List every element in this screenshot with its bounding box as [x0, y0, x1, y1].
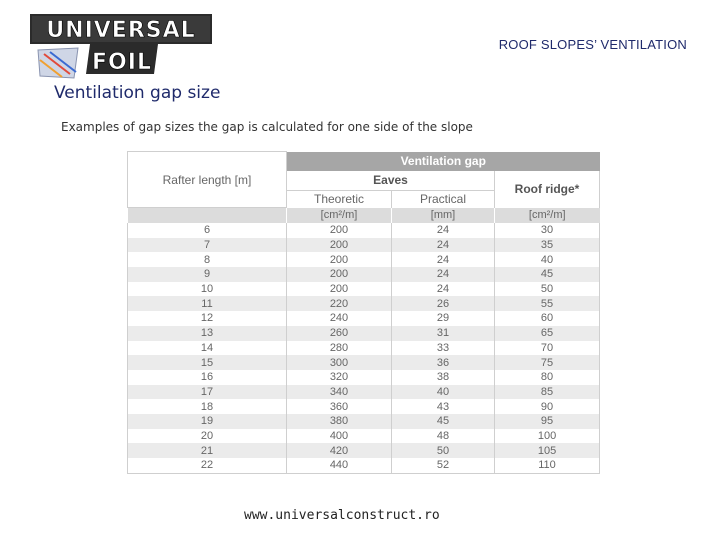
table-cell: 200 — [287, 252, 392, 267]
table-cell: 24 — [392, 267, 495, 282]
table-cell: 380 — [287, 414, 392, 429]
table-cell: 21 — [128, 443, 287, 458]
table-cell: 16 — [128, 370, 287, 385]
table-cell: 18 — [128, 399, 287, 414]
unit-cell — [128, 208, 287, 224]
table-cell: 11 — [128, 296, 287, 311]
table-row — [128, 252, 600, 267]
page-subtitle: Examples of gap sizes the gap is calculated for one side of the slope — [61, 120, 473, 134]
table-cell: 35 — [495, 238, 600, 253]
universal-foil-logo — [30, 14, 212, 80]
table-cell: 22 — [128, 458, 287, 473]
table-cell: 80 — [495, 370, 600, 385]
table-cell: 43 — [392, 399, 495, 414]
table-cell: 340 — [287, 385, 392, 400]
table-row — [128, 326, 600, 341]
table-cell: 38 — [392, 370, 495, 385]
table-cell: 55 — [495, 296, 600, 311]
section-title: ROOF SLOPES’ VENTILATION — [498, 37, 687, 52]
page-title: Ventilation gap size — [54, 83, 221, 103]
table-cell: 15 — [128, 355, 287, 370]
table-cell: 240 — [287, 311, 392, 326]
table-cell: 75 — [495, 355, 600, 370]
table-cell: 6 — [128, 223, 287, 238]
table-cell: 50 — [495, 282, 600, 297]
table-cell: 45 — [392, 414, 495, 429]
table-cell: 65 — [495, 326, 600, 341]
table-cell: 220 — [287, 296, 392, 311]
table-cell: 30 — [495, 223, 600, 238]
table-cell: 70 — [495, 341, 600, 356]
table-row — [128, 414, 600, 429]
table-cell: 200 — [287, 282, 392, 297]
table-cell: 440 — [287, 458, 392, 473]
table-cell: 52 — [392, 458, 495, 473]
table-row — [128, 341, 600, 356]
table-row — [128, 458, 600, 473]
table-cell: 36 — [392, 355, 495, 370]
table-cell: 40 — [495, 252, 600, 267]
table-cell: 320 — [287, 370, 392, 385]
table-cell: 12 — [128, 311, 287, 326]
table-cell: 13 — [128, 326, 287, 341]
unit-cell: [cm²/m] — [495, 208, 600, 224]
table-cell: 420 — [287, 443, 392, 458]
logo-line1: UNIVERSAL — [46, 18, 196, 43]
unit-cell: [cm²/m] — [287, 208, 392, 224]
table-cell: 48 — [392, 429, 495, 444]
table-cell: 360 — [287, 399, 392, 414]
table-cell: 24 — [392, 282, 495, 297]
table-row — [128, 296, 600, 311]
table-cell: 280 — [287, 341, 392, 356]
rafter-length-header: Rafter length [m] — [128, 152, 287, 208]
table-cell: 40 — [392, 385, 495, 400]
table-row — [128, 399, 600, 414]
foil-roll-icon — [38, 48, 78, 78]
table-cell: 95 — [495, 414, 600, 429]
table-cell: 20 — [128, 429, 287, 444]
table-cell: 7 — [128, 238, 287, 253]
table-row — [128, 429, 600, 444]
table-cell: 31 — [392, 326, 495, 341]
table-row — [128, 282, 600, 297]
practical-header: Practical — [392, 190, 495, 208]
units-row — [128, 208, 600, 224]
table-cell: 14 — [128, 341, 287, 356]
table-row — [128, 355, 600, 370]
table-cell: 90 — [495, 399, 600, 414]
table-row — [128, 370, 600, 385]
table-cell: 9 — [128, 267, 287, 282]
table-cell: 45 — [495, 267, 600, 282]
table-row — [128, 385, 600, 400]
table-cell: 29 — [392, 311, 495, 326]
table-cell: 17 — [128, 385, 287, 400]
table-row — [128, 443, 600, 458]
table-cell: 24 — [392, 252, 495, 267]
table-cell: 24 — [392, 223, 495, 238]
roof-ridge-header: Roof ridge* — [495, 171, 600, 208]
table-row — [128, 311, 600, 326]
table-cell: 10 — [128, 282, 287, 297]
table-cell: 24 — [392, 238, 495, 253]
table-cell: 200 — [287, 238, 392, 253]
table-row — [128, 223, 600, 238]
table-cell: 105 — [495, 443, 600, 458]
table-cell: 60 — [495, 311, 600, 326]
theoretic-header: Theoretic — [287, 190, 392, 208]
table-cell: 300 — [287, 355, 392, 370]
table-cell: 8 — [128, 252, 287, 267]
table-cell: 200 — [287, 223, 392, 238]
logo-line2: FOIL — [92, 50, 152, 75]
unit-cell: [mm] — [392, 208, 495, 224]
table-row — [128, 238, 600, 253]
table-cell: 200 — [287, 267, 392, 282]
table-row — [128, 267, 600, 282]
table-cell: 260 — [287, 326, 392, 341]
footer-url: www.universalconstruct.ro — [244, 508, 440, 523]
table-cell: 85 — [495, 385, 600, 400]
table-cell: 50 — [392, 443, 495, 458]
table-cell: 33 — [392, 341, 495, 356]
eaves-header: Eaves — [287, 171, 495, 191]
table-cell: 19 — [128, 414, 287, 429]
table-cell: 110 — [495, 458, 600, 473]
ventilation-gap-header: Ventilation gap — [287, 152, 600, 171]
table-cell: 100 — [495, 429, 600, 444]
ventilation-gap-table — [127, 151, 599, 474]
table-body — [128, 223, 600, 473]
table-cell: 26 — [392, 296, 495, 311]
table-cell: 400 — [287, 429, 392, 444]
